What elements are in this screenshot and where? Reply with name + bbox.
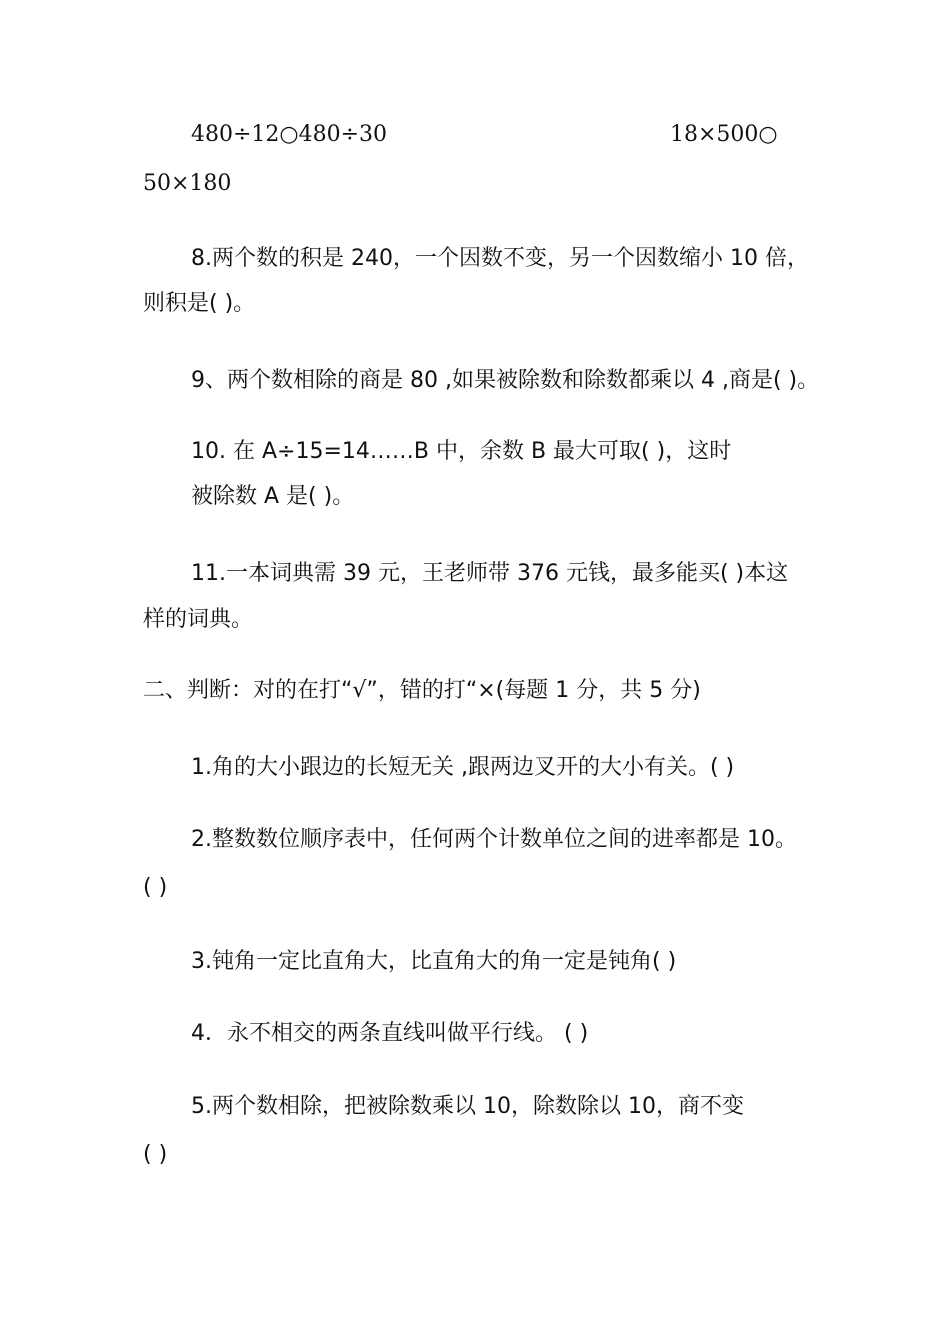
section-2-heading: 二、判断：对的在打“√”，错的打“×(每题 1 分，共 5 分) [143,678,701,703]
judge-item-2-line-2: ( ) [143,875,168,900]
question-10-line-1: 10. 在 A÷15=14……B 中，余数 B 最大可取( )，这时 [191,439,732,464]
question-9: 9、两个数相除的商是 80 ,如果被除数和除数都乘以 4 ,商是( )。 [191,368,820,393]
question-10-line-2: 被除数 A 是( )。 [191,484,355,509]
compare-expression-2-cont: 50×180 [143,171,232,196]
judge-item-5-line-2: ( ) [143,1142,168,1167]
question-8-line-1: 8.两个数的积是 240，一个因数不变，另一个因数缩小 10 倍， [191,246,809,271]
judge-item-2-line-1: 2.整数数位顺序表中，任何两个计数单位之间的进率都是 10。 [191,827,797,852]
question-8-line-2: 则积是( )。 [143,291,256,316]
question-11-line-2: 样的词典。 [143,607,254,632]
judge-item-1: 1.角的大小跟边的长短无关 ,跟两边叉开的大小有关。( ) [191,755,735,780]
compare-expression-2: 18×500○ [670,122,778,147]
judge-item-4: 4．永不相交的两条直线叫做平行线。 ( ) [191,1021,589,1046]
compare-expression-1: 480÷12○480÷30 [191,122,388,147]
question-11-line-1: 11.一本词典需 39 元，王老师带 376 元钱，最多能买( )本这 [191,561,789,586]
judge-item-5-line-1: 5.两个数相除，把被除数乘以 10，除数除以 10，商不变 [191,1094,744,1119]
judge-item-3: 3.钝角一定比直角大，比直角大的角一定是钝角( ) [191,949,677,974]
